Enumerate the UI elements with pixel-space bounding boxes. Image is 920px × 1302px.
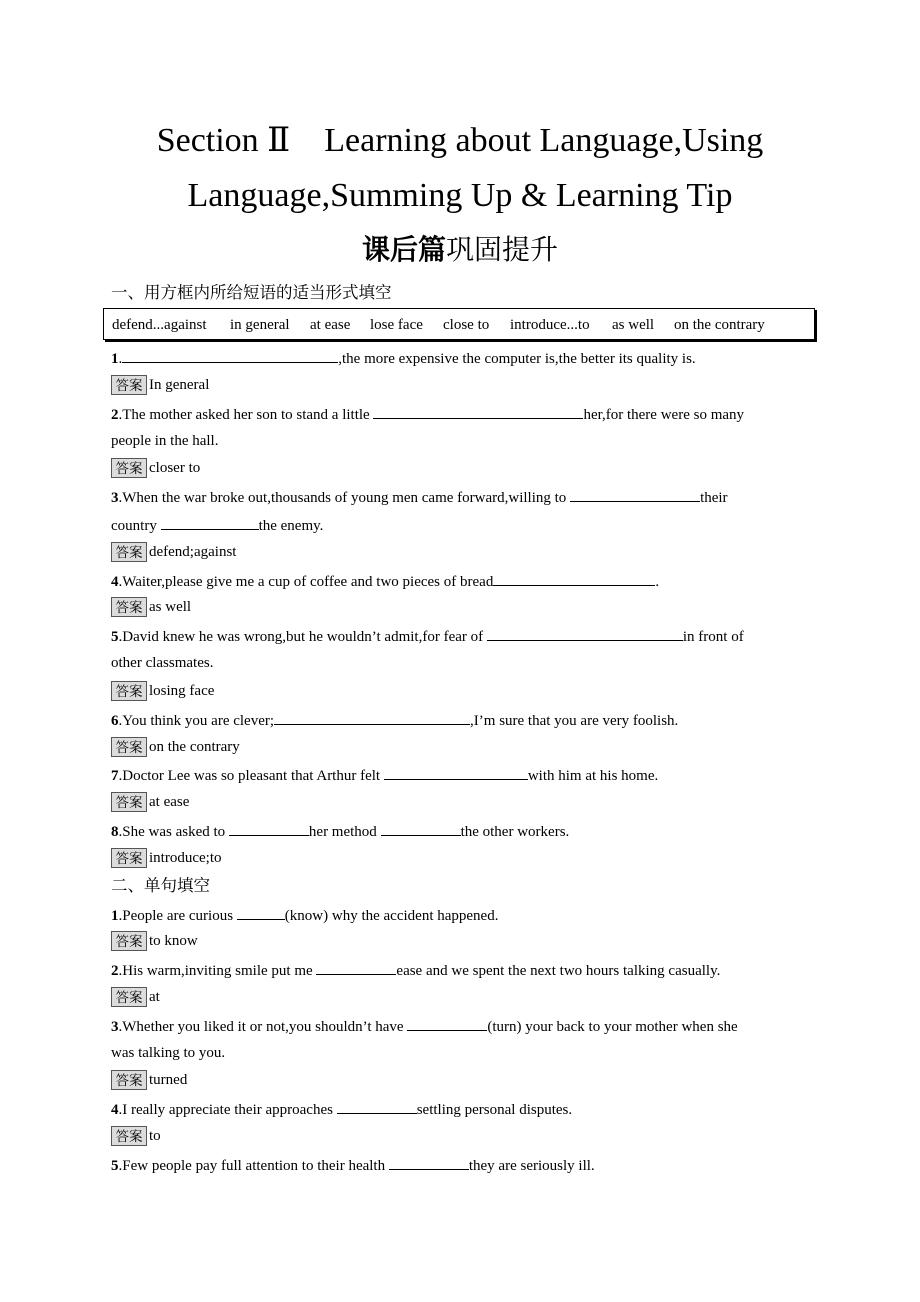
answer-1: 答案 In general	[111, 375, 209, 395]
answer-badge: 答案	[111, 597, 147, 617]
question-7: 7.Doctor Lee was so pleasant that Arthur felt with him at his home.	[111, 764, 658, 786]
question-2-2: 2.His warm,inviting smile put me ease and we spent the next two hours talking casually.	[111, 959, 720, 981]
answer-blank[interactable]	[384, 764, 528, 780]
question-3-cont: country the enemy.	[111, 514, 323, 536]
answer-badge: 答案	[111, 375, 147, 395]
answer-blank[interactable]	[373, 403, 583, 419]
answer-blank[interactable]	[337, 1098, 417, 1114]
answer-8: 答案 introduce;to	[111, 848, 221, 868]
question-2-3: 3.Whether you liked it or not,you shouldn’t have (turn) your back to your mother when she	[111, 1015, 738, 1037]
answer-4: 答案 as well	[111, 597, 191, 617]
phrase-item: as well	[612, 317, 655, 333]
answer-blank[interactable]	[316, 959, 396, 975]
phrase-item: lose face	[370, 317, 423, 333]
answer-2-3: 答案 turned	[111, 1070, 187, 1090]
subtitle	[0, 233, 920, 267]
answer-badge: 答案	[111, 987, 147, 1007]
answer-badge: 答案	[111, 1070, 147, 1090]
subtitle-rest: 巩固提升	[446, 233, 559, 266]
answer-blank[interactable]	[389, 1154, 469, 1170]
subtitle-bold: 课后篇	[361, 233, 446, 266]
phrase-item: defend...against	[112, 317, 207, 333]
question-1: 1. ,the more expensive the computer is,the better its quality is.	[111, 347, 696, 369]
answer-2-2: 答案 at	[111, 987, 160, 1007]
section-1-heading: 一、用方框内所给短语的适当形式填空	[111, 283, 392, 302]
question-3: 3.When the war broke out,thousands of young men came forward,willing to their	[111, 486, 728, 508]
question-2-4: 4.I really appreciate their approaches settling personal disputes.	[111, 1098, 572, 1120]
answer-2-4: 答案 to	[111, 1126, 161, 1146]
answer-badge: 答案	[111, 542, 147, 562]
question-2-cont: people in the hall.	[111, 433, 219, 449]
question-2-5: 5.Few people pay full attention to their health they are seriously ill.	[111, 1154, 595, 1176]
question-5: 5.David knew he was wrong,but he wouldn’t admit,for fear of in front of	[111, 625, 744, 647]
answer-3: 答案 defend;against	[111, 542, 236, 562]
answer-blank[interactable]	[407, 1015, 487, 1031]
question-6: 6.You think you are clever; ,I’m sure that you are very foolish.	[111, 709, 678, 731]
phrase-box	[103, 308, 815, 340]
answer-blank[interactable]	[487, 625, 683, 641]
answer-badge: 答案	[111, 737, 147, 757]
answer-badge: 答案	[111, 458, 147, 478]
question-2-3-cont: was talking to you.	[111, 1045, 226, 1061]
answer-badge: 答案	[111, 681, 147, 701]
phrase-item: in general	[230, 317, 290, 333]
phrase-item: introduce...to	[510, 317, 590, 333]
title-line-2: Language,Summing Up & Learning Tip	[187, 177, 733, 214]
phrase-item: at ease	[310, 317, 351, 333]
title-line-1: Section Ⅱ Learning about Language,Using	[156, 122, 764, 159]
answer-blank[interactable]	[237, 904, 285, 920]
answer-badge: 答案	[111, 848, 147, 868]
answer-badge: 答案	[111, 792, 147, 812]
question-4: 4.Waiter,please give me a cup of coffee and two pieces of bread .	[111, 570, 659, 592]
answer-blank[interactable]	[274, 709, 470, 725]
question-2-1: 1.People are curious (know) why the accident happened.	[111, 904, 498, 926]
question-5-cont: other classmates.	[111, 655, 214, 671]
answer-2: 答案 closer to	[111, 458, 200, 478]
answer-badge: 答案	[111, 931, 147, 951]
answer-blank[interactable]	[381, 820, 461, 836]
answer-blank[interactable]	[161, 514, 259, 530]
answer-6: 答案 on the contrary	[111, 737, 240, 757]
answer-2-1: 答案 to know	[111, 931, 198, 951]
answer-blank[interactable]	[229, 820, 309, 836]
answer-blank[interactable]	[493, 570, 655, 586]
answer-blank[interactable]	[122, 347, 338, 363]
section-2-heading: 二、单句填空	[111, 876, 210, 895]
answer-blank[interactable]	[570, 486, 700, 502]
question-8: 8.She was asked to her method the other workers.	[111, 820, 569, 842]
question-2: 2.The mother asked her son to stand a little her,for there were so many	[111, 403, 744, 425]
answer-badge: 答案	[111, 1126, 147, 1146]
phrase-item: close to	[443, 317, 490, 333]
phrase-item: on the contrary	[674, 317, 765, 333]
answer-5: 答案 losing face	[111, 681, 214, 701]
answer-7: 答案 at ease	[111, 792, 189, 812]
